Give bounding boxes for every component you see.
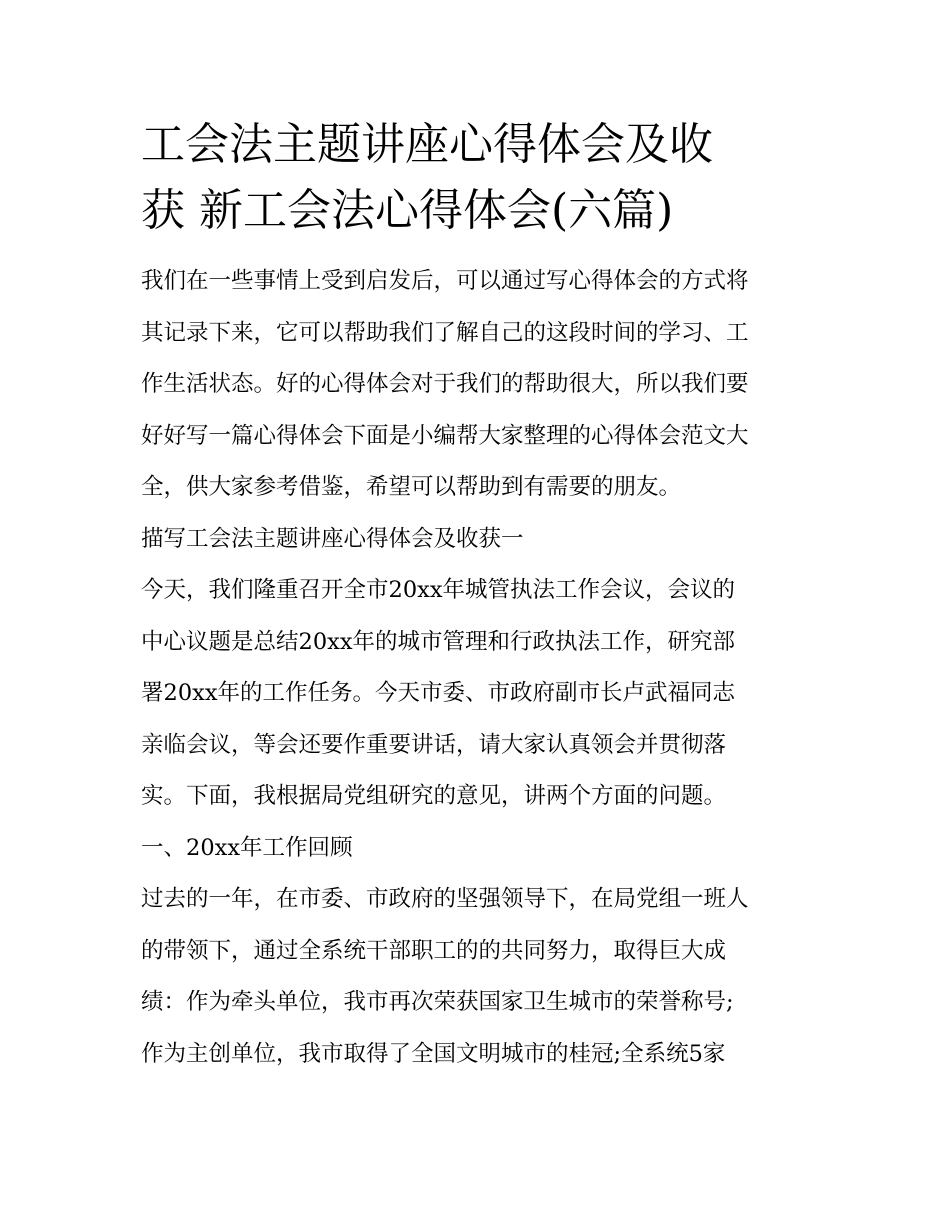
text-line: 描写工会法主题讲座心得体会及收获一 <box>141 525 524 552</box>
document-page <box>141 112 813 1080</box>
document-title <box>141 112 813 244</box>
subsection-heading <box>141 823 813 875</box>
text-line: 作为主创单位，我市取得了全国文明城市的桂冠;全系统5家 <box>141 1040 726 1067</box>
body-paragraph <box>141 874 813 1080</box>
text-line: 好好写一篇心得体会下面是小编帮大家整理的心得体会范文大 <box>141 422 749 449</box>
body-paragraph <box>141 565 813 823</box>
text-line: 过去的一年，在市委、市政府的坚强领导下，在局党组一班人 <box>141 886 749 912</box>
text-line: 绩：作为牵头单位，我市再次荣获国家卫生城市的荣誉称号; <box>141 989 734 1015</box>
text-line: 署20xx年的工作任务。今天市委、市政府副市长卢武福同志 <box>141 680 736 706</box>
section-heading <box>141 514 813 566</box>
intro-paragraph <box>141 256 813 514</box>
text-line: 其记录下来，它可以帮助我们了解自己的这段时间的学习、工 <box>141 319 749 346</box>
text-line: 中心议题是总结20xx年的城市管理和行政执法工作，研究部 <box>141 628 736 655</box>
document-body <box>141 256 813 1080</box>
text-line: 亲临会议，等会还要作重要讲话，请大家认真领会并贯彻落 <box>141 731 727 758</box>
title-line: 工会法主题讲座心得体会及收 <box>141 119 713 170</box>
text-line: 的带领下，通过全系统干部职工的的共同努力，取得巨大成 <box>141 937 727 964</box>
text-line: 实。下面，我根据局党组研究的意见，讲两个方面的问题。 <box>141 783 727 809</box>
text-line: 今天，我们隆重召开全市20xx年城管执法工作会议，会议的 <box>141 577 736 603</box>
text-line: 一、20xx年工作回顾 <box>141 834 353 861</box>
text-line: 作生活状态。好的心得体会对于我们的帮助很大，所以我们要 <box>141 371 749 397</box>
text-line: 我们在一些事情上受到启发后，可以通过写心得体会的方式将 <box>141 268 749 294</box>
text-line: 全，供大家参考借鉴，希望可以帮助到有需要的朋友。 <box>141 474 682 500</box>
title-line: 获 新工会法心得体会(六篇) <box>141 185 674 236</box>
